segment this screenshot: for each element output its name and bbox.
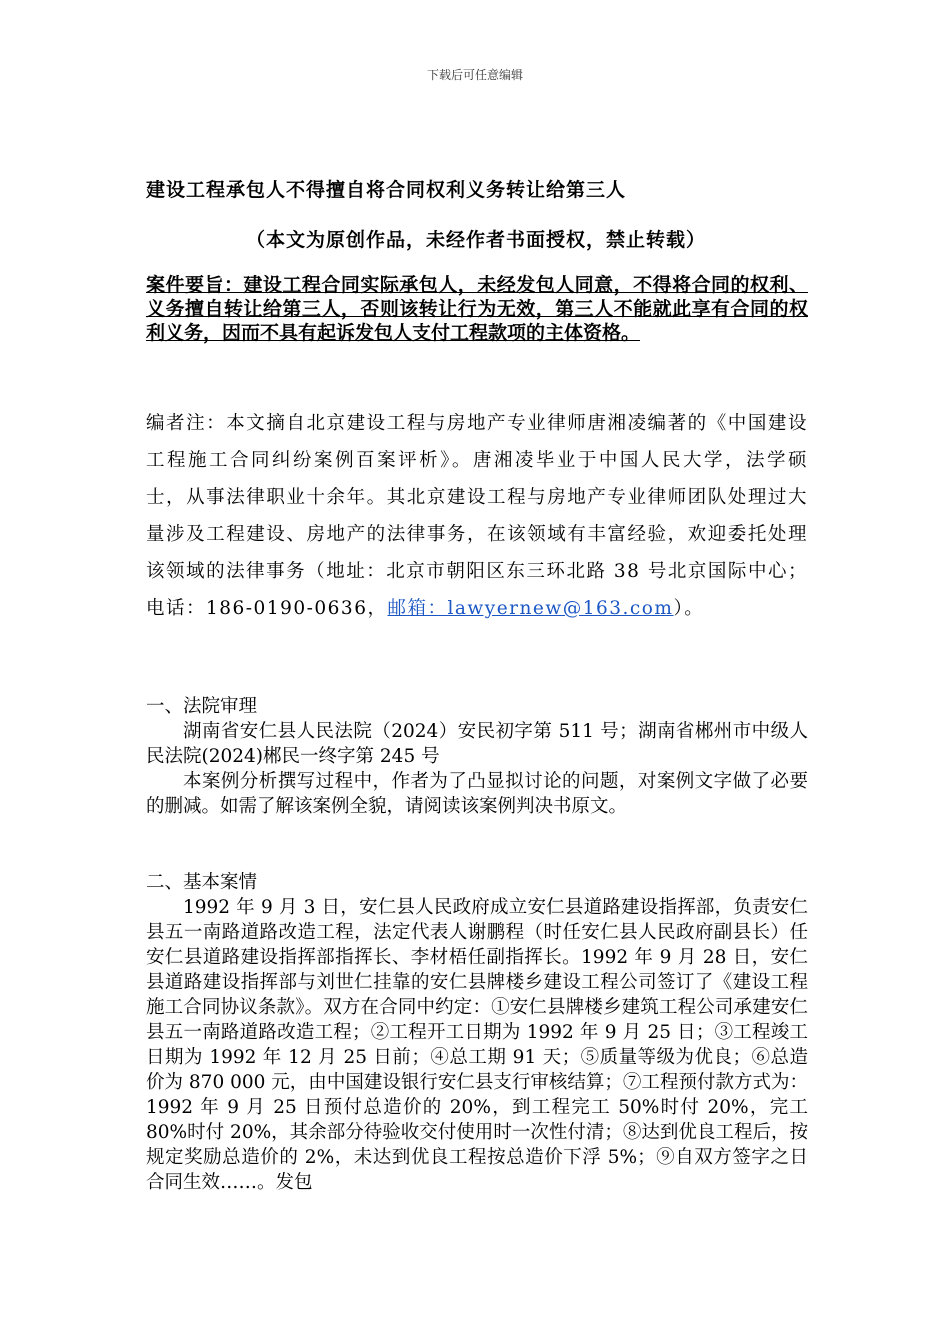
document-subtitle: （本文为原创作品，未经作者书面授权，禁止转载） — [245, 229, 706, 251]
paragraph-case-numbers: 湖南省安仁县人民法院（2024）安民初字第 511 号；湖南省郴州市中级人民法院(2024)郴民一终字第 245 号 — [146, 721, 808, 767]
case-summary: 案件要旨：建设工程合同实际承包人，未经发包人同意，不得将合同的权利、义务擅自转让给第三人，否则该转让行为无效，第三人不能就此享有合同的权利义务，因而不具有起诉发包人支付工程款项的主体资格。 — [146, 274, 808, 344]
section-heading: 二、基本案情 — [146, 872, 258, 893]
editor-note-ending: ）。 — [673, 598, 705, 619]
editor-note-text: 编者注：本文摘自北京建设工程与房地产专业律师唐湘凌编著的《中国建设工程施工合同纠纷案例百案评析》。唐湘凌毕业于中国人民大学，法学硕士，从事法律职业十余年。其北京建设工程与房地产专业律师团队处理过大量涉及工程建设、房地产的法律事务，在该领域有丰富经验，欢迎委托处理该领域的法律事务（地址：北京市朝阳区东三环北路 38 号北京国际中心；电话：186-0190-0636， — [146, 413, 808, 619]
section-court-trial — [146, 694, 808, 819]
section-basic-facts — [146, 870, 808, 1195]
paragraph-facts: 1992 年 9 月 3 日，安仁县人民政府成立安仁县道路建设指挥部，负责安仁县五一南路道路改造工程，法定代表人谢鹏程（时任安仁县人民政府副县长）任安仁县道路建设指挥部指挥长、李材梧任副指挥长。1992 年 9 月 28 日，安仁县道路建设指挥部与刘世仁挂靠的安仁县牌楼乡建设工程公司签订了《建设工程施工合同协议条款》。双方在合同中约定：①安仁县牌楼乡建筑工程公司承建安仁县五一南路道路改造工程；②工程开工日期为 1992 年 9 月 25 日；③工程竣工日期为 1992 年 12 月 25 日前；④总工期 91 天；⑤质量等级为优良；⑥总造价为 870 000 元，由中国建设银行安仁县支行审核结算；⑦工程预付款方式为：1992 年 9 月 25 日预付总造价的 20%，到工程完工 50%时付 20%，完工 80%时付 20%，其余部分待验收交付使用时一次性付清；⑧达到优良工程后，按规定奖励总造价的 2%，未达到优良工程按总造价下浮 5%；⑨自双方签字之日合同生效……。发包 — [146, 897, 808, 1193]
paragraph-author-note: 本案例分析撰写过程中，作者为了凸显拟讨论的问题，对案例文字做了必要的删减。如需了解该案例全貌，请阅读该案例判决书原文。 — [146, 771, 808, 817]
page-header-note: 下载后可任意编辑 — [426, 68, 523, 82]
editor-note — [146, 405, 808, 627]
document-title: 建设工程承包人不得擅自将合同权利义务转让给第三人 — [146, 179, 627, 201]
section-heading: 一、法院审理 — [146, 696, 258, 717]
email-link[interactable]: 邮箱：lawyernew@163.com — [387, 598, 674, 619]
